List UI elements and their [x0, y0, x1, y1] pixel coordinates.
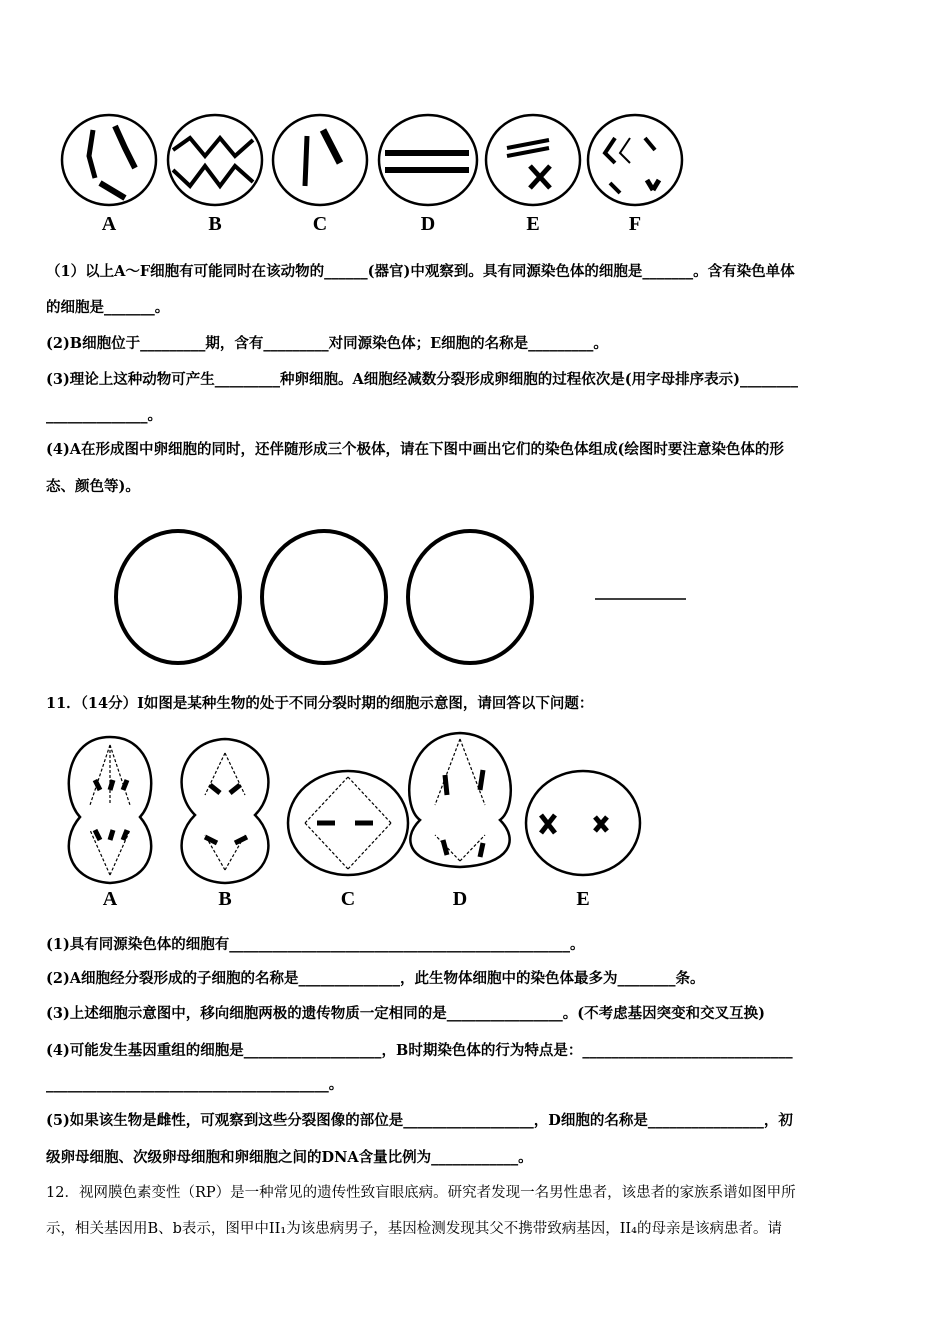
q11-part4-line2: _______________________________________。 [46, 1076, 344, 1093]
fig1-label-e: E [526, 213, 540, 235]
figure-cells-a-f [55, 108, 695, 238]
q11-part3: (3)上述细胞示意图中，移向细胞两极的遗传物质一定相同的是________________。(不考虑基因突变和交叉互换) [46, 1005, 766, 1022]
q11-part5-line2: 级卵母细胞、次级卵母细胞和卵细胞之间的DNA含量比例为____________。 [46, 1149, 533, 1166]
fig2-label-e: E [576, 888, 590, 910]
q10-part2: (2)B细胞位于_________期，含有_________对同源染色体；E细胞的名称是_________。 [46, 335, 608, 352]
q11-cell-c [288, 771, 408, 875]
q11-part1: (1)具有同源染色体的细胞有_______________________________________________。 [46, 936, 585, 953]
cell-b [168, 115, 262, 205]
q11-cell-a [69, 737, 151, 883]
cell-d [379, 115, 477, 205]
q10-part4-line2: 态、颜色等)。 [46, 478, 140, 495]
q10-part4-line1: (4)A在形成图中卵细胞的同时，还伴随形成三个极体，请在下图中画出它们的染色体组成(绘图时要注意染色体的形 [46, 441, 784, 458]
cell-e [486, 115, 580, 205]
q12-line1: 12．视网膜色素变性（RP）是一种常见的遗传性致盲眼底病。研究者发现一名男性患者，该患者的家族系谱如图甲所 [46, 1185, 796, 1201]
fig1-label-a: A [101, 213, 117, 235]
q10-part1-line2: 的细胞是_______。 [46, 299, 170, 316]
drawing-circle-1[interactable] [116, 531, 240, 663]
drawing-circle-3[interactable] [408, 531, 532, 663]
q10-part3-line2: ______________。 [46, 407, 162, 424]
cell-f [588, 115, 682, 205]
fig1-label-f: F [628, 213, 642, 235]
q11-cell-e [526, 771, 640, 875]
fig1-label-d: D [420, 213, 436, 235]
q11-heading: 11．（14分）I如图是某种生物的处于不同分裂时期的细胞示意图，请回答以下问题： [46, 695, 594, 712]
fig1-label-b: B [208, 213, 222, 235]
fig2-label-a: A [102, 888, 118, 910]
q10-part3-line1: (3)理论上这种动物可产生_________种卵细胞。A细胞经减数分裂形成卵细胞的过程依次是(用字母排序表示)________ [46, 371, 799, 388]
q12-line2: 示，相关基因用B、b表示，图甲中II₁为该患病男子，基因检测发现其父不携带致病基因，II₄的母亲是该病患者。请 [46, 1221, 782, 1237]
fig1-label-c: C [312, 213, 328, 235]
drawing-circle-2[interactable] [262, 531, 386, 663]
figure-cells-a-e [55, 725, 655, 915]
q10-part1-line1: （1）以上A～F细胞有可能同时在该动物的______(器官)中观察到。具有同源染色体的细胞是_______。含有染色单体 [46, 263, 795, 280]
cell-c [273, 115, 367, 205]
q11-part5-line1: (5)如果该生物是雌性，可观察到这些分裂图像的部位是__________________，D细胞的名称是________________，初 [46, 1112, 793, 1129]
fig2-label-d: D [452, 888, 468, 910]
q11-cell-b [182, 739, 269, 883]
drawing-circles [108, 525, 708, 670]
q11-part2: (2)A细胞经分裂形成的子细胞的名称是______________，此生物体细胞中的染色体最多为________条。 [46, 970, 705, 987]
q11-cell-d [409, 733, 510, 867]
fig2-label-b: B [218, 888, 232, 910]
fig2-label-c: C [340, 888, 356, 910]
q11-part4-line1: (4)可能发生基因重组的细胞是___________________，B时期染色体的行为特点是：_____________________________ [46, 1042, 793, 1059]
